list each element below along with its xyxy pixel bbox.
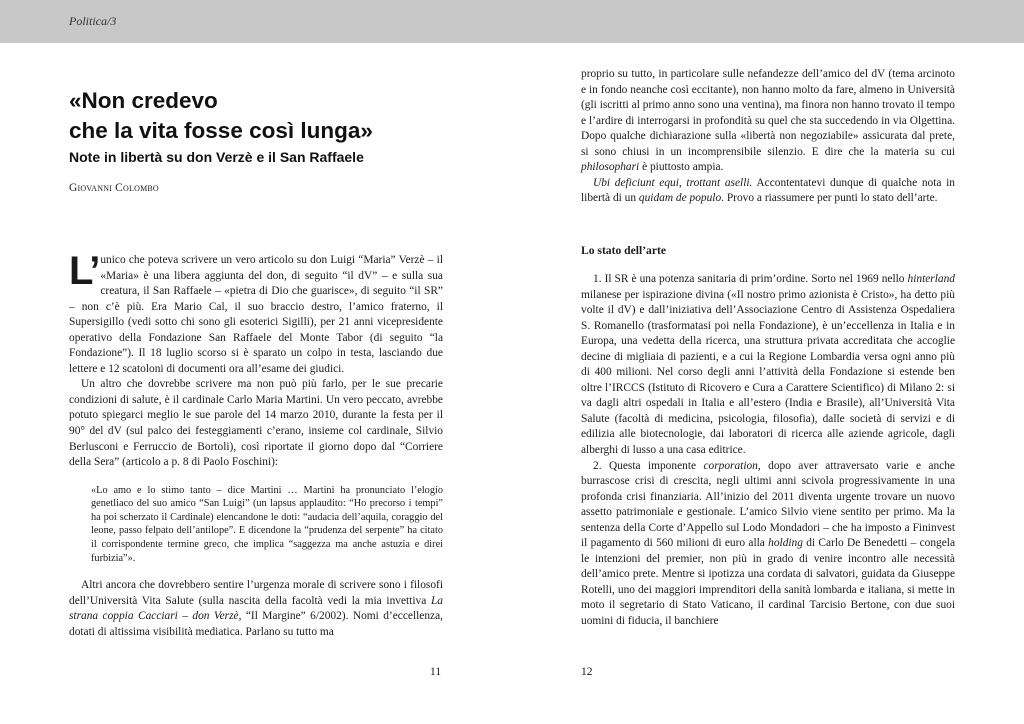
block-quote: «Lo amo e lo stimo tanto – dice Martini … Martini ha pronunciato l’elogio genetliaco del suo amico “San Luigi” (un lapsus applaudito: “Ho precorso i tempi” ha poi scherzato il Cardinale) elencandone le doti: “audacia dell’aquila, coraggio del leone, passo felpato dell’antilope”. E dicendone la “prudenza del serpente” ha citato il corrispondente termine greco, che implica “saggezza ma anche astuzia e direi furbizia”».	[91, 484, 443, 564]
paragraph-3-italic-title: La strana coppia Cacciari – don Verzè	[69, 594, 443, 623]
continued-text-a: proprio su tutto, in particolare sulle nefandezze dell’amico del dV (tema arcinoto e in fondo neanche così eccitante), non hanno molto da fare, almeno in Università (gli iscritti al primo anno sono una ventina), ma finora non hanno trovato il tempo e l’ardire di interrogarsi in profondità su quel che sta succedendo in via Olgettina. Dopo qualche dichiarazione sulla «libertà non negoziabile» assicurata dal prete, si sono chiusi in un incomprensibile silenzio. E dire che la materia su cui	[581, 68, 955, 158]
point-1-text-b: milanese per ispirazione divina («Il nostro primo azionista è Cristo», ha detto più volte il dV) e dall’iniziativa dell’Associazione Centro di Assistenza Ospedaliera S. Romanello (trasformatasi poi nella Fondazione), è un’eccellenza in Italia e in Europa, una vedetta della ricerca, una struttura privata accreditata che accoglie decine di migliaia di pazienti, e a cui la Regione Lombardia versa ogni anno più di 400 milioni. Nel corso degli anni l’attività della Fondazione si estende ben oltre l’IRCCS (Istituto di Ricovero e Cura a Carattere Scientifico) di Milano 2: si va dagli altri ospedali in Italia e all’estero (India e Brasile), all’Università Vita Salute (facoltà di medicina, psicologia, filosofia), dalle società di servizi e di edilizia alle biotecnologie, dai laboratori di ricerca alle aziende agricole, dagli alberghi di lusso a una casa editrice.	[581, 288, 955, 457]
point-2	[581, 459, 955, 630]
page-number-right: 12	[581, 666, 593, 678]
paragraph-1	[69, 249, 443, 377]
running-header-bar	[0, 0, 1024, 43]
paragraph-3	[69, 578, 443, 640]
continued-text-b: è piuttosto ampia.	[639, 161, 724, 174]
paragraph-1-text: unico che poteva scrivere un vero articolo su don Luigi “Maria” Verzè – il «Maria» è una libera aggiunta del don, di seguito “il dV” – e sulla sua creatura, il San Raffaele – «pietra di Dio che guarisce», di seguito “il SR” – non c’è più. Era Mario Cal, il suo braccio destro, l’amico fraterno, il Supersigillo (vedi sotto chi sono gli esoterici Sigilli), per 21 anni vicepresidente operativo della Fondazione San Raffaele del Monte Tabor (di seguito “la Fondazione”). Il 18 luglio scorso si è sparato un colpo in testa, lasciando due lettere e 12 scatoloni di documenti ora all’esame dei giudici.	[69, 254, 443, 375]
latin-text-a: Accontentatevi dunque di qualche nota in libertà di un	[581, 176, 955, 205]
point-1-text-a: 1. Il SR è una potenza sanitaria di prim’ordine. Sorto nel 1969 nello	[593, 273, 908, 285]
paragraph-3-text-a: Altri ancora che dovrebbero sentire l’urgenza morale di scrivere sono i filosofi dell’Università Vita Salute (sulla nascita della facoltà vedi la mia invettiva	[69, 579, 443, 607]
point-2-text-c: di Carlo De Benedetti – congela le intenzioni del premier, non più in grado di venire incontro alle necessità dell’amico prete. Mentre si ipotizza una cordata di salvatori, guidata da Giuseppe Rotelli, uno dei maggiori imprenditori della sanità lombarda e italiana, si mette in moto il segretario di Stato Vaticano, il cardinal Tarcisio Bertone, con due suoi uomini di fiducia, il banchiere	[581, 537, 955, 628]
point-2-text-a: 2. Questa imponente	[593, 459, 704, 472]
latin-motto: Ubi deficiunt equi, trottant aselli.	[593, 176, 753, 189]
paragraph-3-text-b: , “Il Margine” 6/2002). Nomi d’eccellenza, dotati di altissima visibilità mediatica. Parlano su tutto ma	[69, 610, 443, 638]
drop-cap: L’	[69, 249, 99, 293]
point-1-italic: hinterland	[907, 273, 955, 285]
latin-italic: quidam de populo	[638, 192, 722, 205]
continued-italic: philosophari	[581, 161, 640, 174]
point-2-italic-2: holding	[768, 537, 803, 550]
article-author: Giovanni Colombo	[69, 182, 159, 194]
latin-text-b: . Provo a riassumere per punti lo stato dell’arte.	[721, 192, 938, 205]
paragraph-2: Un altro che dovrebbe scrivere ma non può più farlo, per le sue precarie condizioni di salute, è il cardinale Carlo Maria Martini. Un vero peccato, avrebbe potuto spiegarci meglio le sue parole del 14 marzo 2010, durante la festa per il 90° del dV (sul palco dei festeggiamenti c’erano, insieme col cardinale, Silvio Berlusconi e Ferruccio de Bortoli), così riportate il giorno dopo dal “Corriere della Sera” (articolo a p. 8 di Paolo Foschini):	[69, 378, 443, 469]
article-subtitle: Note in libertà su don Verzè e il San Raffaele	[69, 149, 364, 165]
title-line-1: «Non credevo	[69, 88, 218, 113]
point-1	[581, 272, 955, 459]
point-2-text-b: , dopo aver attraversato varie e anche burrascose crisi di crescita, negli ultimi anni scivola progressivamente in una profonda crisi finanziaria. All’inizio del 2011 diventa urgente trovare un nuovo assetto patrimoniale e gestionale. L’amico Silvio viene sentito per primo. Ma la sentenza della Corte d’Appello sul Lodo Mondadori – che ha imposto a Fininvest il pagamento di 560 milioni di euro alla	[581, 459, 955, 550]
left-column	[69, 249, 443, 640]
title-line-2: che la vita fosse così lunga»	[69, 118, 373, 143]
article-title	[69, 86, 469, 146]
section-heading: Lo stato dell’arte	[581, 244, 667, 257]
section-label: Politica/3	[69, 14, 117, 28]
right-column-top	[581, 67, 955, 207]
right-column-body	[581, 272, 955, 630]
point-2-italic-1: corporation	[703, 459, 758, 472]
continued-paragraph	[581, 67, 955, 176]
page-number-left: 11	[430, 666, 442, 678]
latin-paragraph	[581, 176, 955, 207]
